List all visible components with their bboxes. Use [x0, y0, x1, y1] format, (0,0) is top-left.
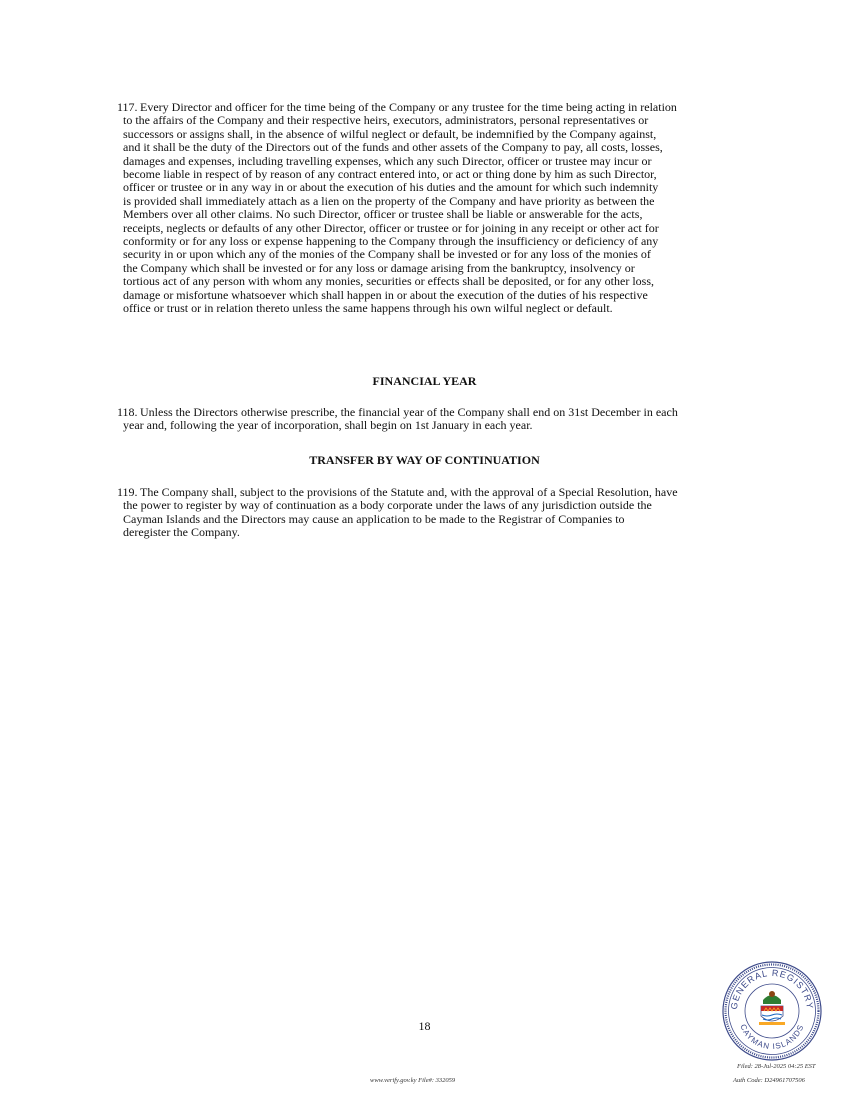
clause-line: deregister the Company. [123, 525, 240, 540]
clause-line: the power to register by way of continuation as a body corporate under the laws of any jurisdiction outside the [123, 498, 652, 513]
clause-number: 117. [117, 100, 138, 114]
clause-line: and it shall be the duty of the Directors out of the funds and other assets of the Company to pay, all costs, losses, [123, 140, 663, 155]
seal-top-text: GENERAL REGISTRY [728, 967, 816, 1010]
footer-auth-code: Auth Code: D24961707506 [733, 1077, 805, 1084]
clause-line: damage or misfortune whatsoever which shall happen in or about the execution of the duties of his respective [123, 287, 648, 302]
clause-line: year and, following the year of incorporation, shall begin on 1st January in each year. [123, 418, 533, 433]
clause-line: The Company shall, subject to the provisions of the Statute and, with the approval of a Special Resolution, have [140, 485, 678, 499]
general-registry-seal [721, 960, 823, 1062]
clause-line: to the affairs of the Company and their respective heirs, executors, administrators, personal representatives or [123, 113, 649, 128]
clause-body [117, 406, 747, 433]
clause-line: become liable in respect of by reason of any contract entered into, or act or thing done by him as such Director, [123, 167, 657, 182]
seal-bottom-text: CAYMAN ISLANDS [738, 1022, 806, 1052]
clause-line: Every Director and officer for the time being of the Company or any trustee for the time being acting in relation [140, 100, 677, 114]
clause-line: successors or assigns shall, in the absence of wilful neglect or default, be indemnified by the Company against, [123, 126, 657, 141]
clause-line: tortious act of any person with whom any monies, securities or effects shall be deposited, or for any other loss, [123, 274, 654, 289]
page-number: 18 [418, 1019, 431, 1033]
clause-118 [117, 406, 747, 433]
clause-line: Unless the Directors otherwise prescribe, the financial year of the Company shall end on 31st December in each [140, 405, 678, 419]
clause-line: office or trust or in relation thereto unless the same happens through his own wilful neglect or default. [123, 301, 613, 316]
heading-financial-year: FINANCIAL YEAR [372, 374, 477, 388]
clause-number: 118. [117, 405, 138, 419]
footer-filed: Filed: 28-Jul-2025 04:25 EST [737, 1063, 816, 1070]
clause-117 [117, 101, 747, 316]
clause-line: Members over all other claims. No such Director, officer or trustee shall be liable or answerable for the acts, [123, 207, 643, 222]
clause-body [117, 101, 747, 316]
clause-119 [117, 486, 747, 540]
clause-line: the Company which shall be invested or for any loss or damage arising from the bankruptcy, insolvency or [123, 260, 635, 275]
clause-line: security in or upon which any of the monies of the Company shall be invested or for any loss of the monies of [123, 247, 651, 262]
clause-line: officer or trustee or in any way in or about the execution of his duties and the amount for which such indemnity [123, 180, 659, 195]
clause-line: receipts, neglects or defaults of any other Director, officer or trustee or for joining in any receipt or other act for [123, 220, 659, 235]
coat-of-arms-icon [759, 991, 785, 1025]
clause-line: damages and expenses, including travelling expenses, which any such Director, officer or trustee may incur or [123, 153, 652, 168]
heading-transfer-by-continuation: TRANSFER BY WAY OF CONTINUATION [309, 453, 540, 467]
clause-line: conformity or for any loss or expense happening to the Company through the insufficiency or deficiency of any [123, 234, 659, 249]
clause-number: 119. [117, 485, 138, 499]
clause-line: Cayman Islands and the Directors may cause an application to be made to the Registrar of Companies to [123, 511, 625, 526]
footer-verify: www.verify.gov.ky File#: 332059 [370, 1077, 456, 1084]
clause-line: is provided shall immediately attach as a lien on the property of the Company and have priority as between the [123, 193, 655, 208]
clause-body [117, 486, 747, 540]
